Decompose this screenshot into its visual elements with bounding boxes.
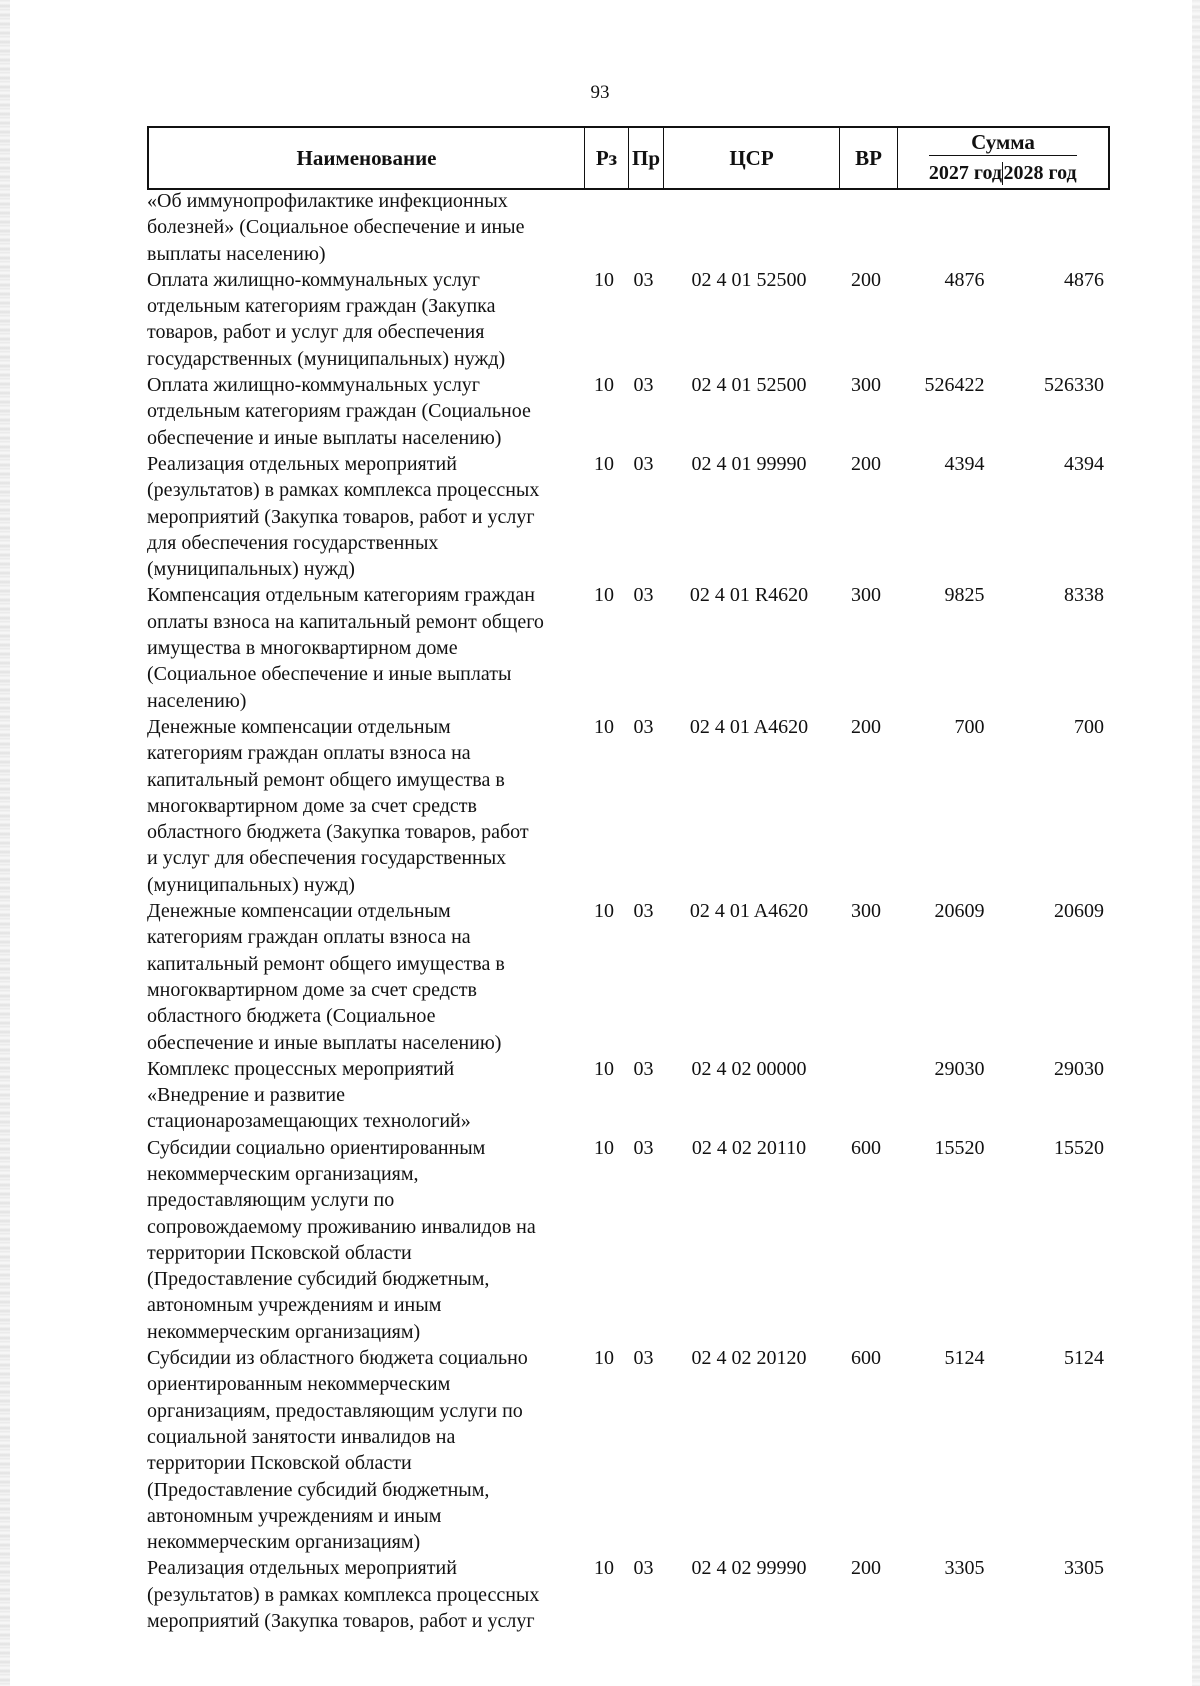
- row-vr: 200: [851, 268, 881, 291]
- row-value-2027: 15520: [934, 1136, 985, 1159]
- table-row: [147, 188, 1110, 267]
- row-pr: 03: [633, 452, 654, 475]
- row-value-2028: 29030: [1054, 1057, 1104, 1080]
- row-csr: 02 4 02 20120: [691, 1347, 807, 1370]
- row-value-2027: 526422: [924, 374, 985, 397]
- row-value-2028: 700: [1074, 715, 1104, 738]
- row-vr: 200: [851, 1557, 881, 1580]
- row-value-2027: [895, 188, 1003, 267]
- row-value-2028: [1003, 188, 1111, 267]
- header-year-2027: 2027 год: [928, 161, 1002, 184]
- row-pr: 03: [633, 1347, 654, 1370]
- row-value-2027: 5124: [944, 1347, 985, 1370]
- row-name: Субсидии из областного бюджета социально ориентированным некоммерческим организациям, предоставляющим услуги по социальной занятости инвалидов на территории Псковской области (Предоставление субсидий бюджетным, автономным учреждениям и иным некоммерческим организациям): [147, 1347, 528, 1554]
- table-row: [147, 372, 1110, 451]
- row-vr: 300: [851, 900, 881, 923]
- row-csr: 02 4 02 00000: [691, 1057, 807, 1080]
- row-value-2028: 3305: [1064, 1557, 1104, 1580]
- header-pr: Пр: [629, 128, 664, 188]
- row-pr: 03: [633, 715, 654, 738]
- row-rz: 10: [594, 900, 614, 923]
- row-name: Субсидии социально ориентированным некоммерческим организациям, предоставляющим услуги по сопровождаемому проживанию инвалидов на территории Псковской области (Предоставление субсидий бюджетным, автономным учреждениям и иным некоммерческим организациям): [147, 1136, 536, 1343]
- row-value-2028: 4394: [1064, 452, 1104, 475]
- row-value-2027: 4394: [944, 452, 985, 475]
- row-csr: 02 4 01 52500: [691, 268, 807, 291]
- table-row: [147, 1555, 1110, 1634]
- row-name: Оплата жилищно-коммунальных услуг отдельным категориям граждан (Закупка товаров, работ и услуг для обеспечения государственных (муниципальных) нужд): [147, 268, 506, 370]
- row-vr: 200: [851, 452, 881, 475]
- row-csr: 02 4 01 A4620: [689, 715, 809, 738]
- row-rz: 10: [594, 1347, 614, 1370]
- row-csr: 02 4 01 R4620: [689, 584, 809, 607]
- row-name: «Об иммунопрофилактике инфекционных болезней» (Социальное обеспечение и иные выплаты населению): [147, 190, 525, 265]
- row-value-2027: 9825: [944, 584, 985, 607]
- row-value-2027: 20609: [934, 900, 985, 923]
- row-vr: 300: [851, 374, 881, 397]
- row-rz: 10: [594, 1136, 614, 1159]
- row-pr: 03: [633, 374, 654, 397]
- header-name: Наименование: [149, 128, 585, 188]
- row-name: Реализация отдельных мероприятий (результатов) в рамках комплекса процессных мероприятий (Закупка товаров, работ и услуг: [147, 1557, 540, 1633]
- row-value-2028: 4876: [1064, 268, 1104, 291]
- table-row: [147, 898, 1110, 1056]
- row-rz: 10: [594, 452, 614, 475]
- row-value-2028: 8338: [1064, 584, 1104, 607]
- row-name: Денежные компенсации отдельным категориям граждан оплаты взноса на капитальный ремонт общего имущества в многоквартирном доме за счет средств областного бюджета (Социальное обеспечение и иные выплаты населению): [147, 900, 505, 1054]
- row-rz: 10: [594, 268, 614, 291]
- row-pr: [626, 188, 661, 267]
- row-pr: 03: [633, 1557, 654, 1580]
- header-years: [929, 162, 1077, 185]
- header-sum-group: [898, 128, 1108, 188]
- row-name: Компенсация отдельным категориям граждан оплаты взноса на капитальный ремонт общего имущества в многоквартирном доме (Социальное обеспечение и иные выплаты населению): [147, 584, 544, 712]
- scan-edge-right: [1192, 0, 1200, 1686]
- row-rz: 10: [594, 584, 614, 607]
- row-rz: 10: [594, 1557, 614, 1580]
- row-value-2027: 29030: [934, 1057, 985, 1080]
- row-csr: 02 4 02 20110: [691, 1136, 807, 1159]
- row-pr: 03: [633, 268, 654, 291]
- table-header: [147, 126, 1110, 190]
- row-name: Комплекс процессных мероприятий «Внедрение и развитие стационарозамещающих технологий»: [147, 1057, 471, 1133]
- table-body: [147, 188, 1110, 1634]
- header-rz: Рз: [585, 128, 629, 188]
- row-csr: 02 4 02 99990: [691, 1557, 807, 1580]
- scan-edge-left: [0, 0, 10, 1686]
- table-row: [147, 1135, 1110, 1345]
- row-pr: 03: [633, 1136, 654, 1159]
- row-vr: 600: [851, 1136, 881, 1159]
- row-vr: 200: [851, 715, 881, 738]
- row-name: Реализация отдельных мероприятий (результатов) в рамках комплекса процессных мероприятий (Закупка товаров, работ и услуг для обеспечения государственных (муниципальных) нужд): [147, 452, 540, 581]
- row-rz: 10: [594, 374, 614, 397]
- row-value-2028: 526330: [1044, 374, 1104, 397]
- table-row: [147, 714, 1110, 898]
- row-name: Денежные компенсации отдельным категориям граждан оплаты взноса на капитальный ремонт общего имущества в многоквартирном доме за счет средств областного бюджета (Закупка товаров, работ и услуг для обеспечения государственных (муниципальных) нужд): [147, 715, 529, 896]
- table-row: [147, 451, 1110, 582]
- row-value-2027: 3305: [944, 1557, 985, 1580]
- row-vr: [837, 188, 895, 267]
- table-row: [147, 1056, 1110, 1135]
- table-row: [147, 582, 1110, 713]
- row-value-2028: 20609: [1054, 900, 1104, 923]
- row-value-2027: 4876: [944, 268, 985, 291]
- row-rz: [582, 188, 626, 267]
- header-sum: Сумма: [929, 130, 1077, 156]
- row-vr: [837, 1056, 895, 1135]
- row-csr: [661, 188, 837, 267]
- header-vr: ВР: [840, 128, 898, 188]
- row-csr: 02 4 01 99990: [691, 452, 807, 475]
- row-pr: 03: [633, 1057, 654, 1080]
- header-year-2028: 2028 год: [1003, 161, 1077, 184]
- row-value-2027: 700: [954, 715, 985, 738]
- row-value-2028: 15520: [1054, 1136, 1104, 1159]
- row-pr: 03: [633, 584, 654, 607]
- row-csr: 02 4 01 A4620: [689, 900, 809, 923]
- row-vr: 600: [851, 1347, 881, 1370]
- row-name: Оплата жилищно-коммунальных услуг отдельным категориям граждан (Социальное обеспечение и иные выплаты населению): [147, 374, 531, 449]
- row-rz: 10: [594, 1057, 614, 1080]
- header-csr: ЦСР: [664, 128, 840, 188]
- row-pr: 03: [633, 900, 654, 923]
- row-value-2028: 5124: [1064, 1347, 1104, 1370]
- row-rz: 10: [594, 715, 614, 738]
- table-row: [147, 267, 1110, 372]
- row-vr: 300: [851, 584, 881, 607]
- page-number: 93: [590, 82, 610, 103]
- row-csr: 02 4 01 52500: [691, 374, 807, 397]
- table-row: [147, 1345, 1110, 1555]
